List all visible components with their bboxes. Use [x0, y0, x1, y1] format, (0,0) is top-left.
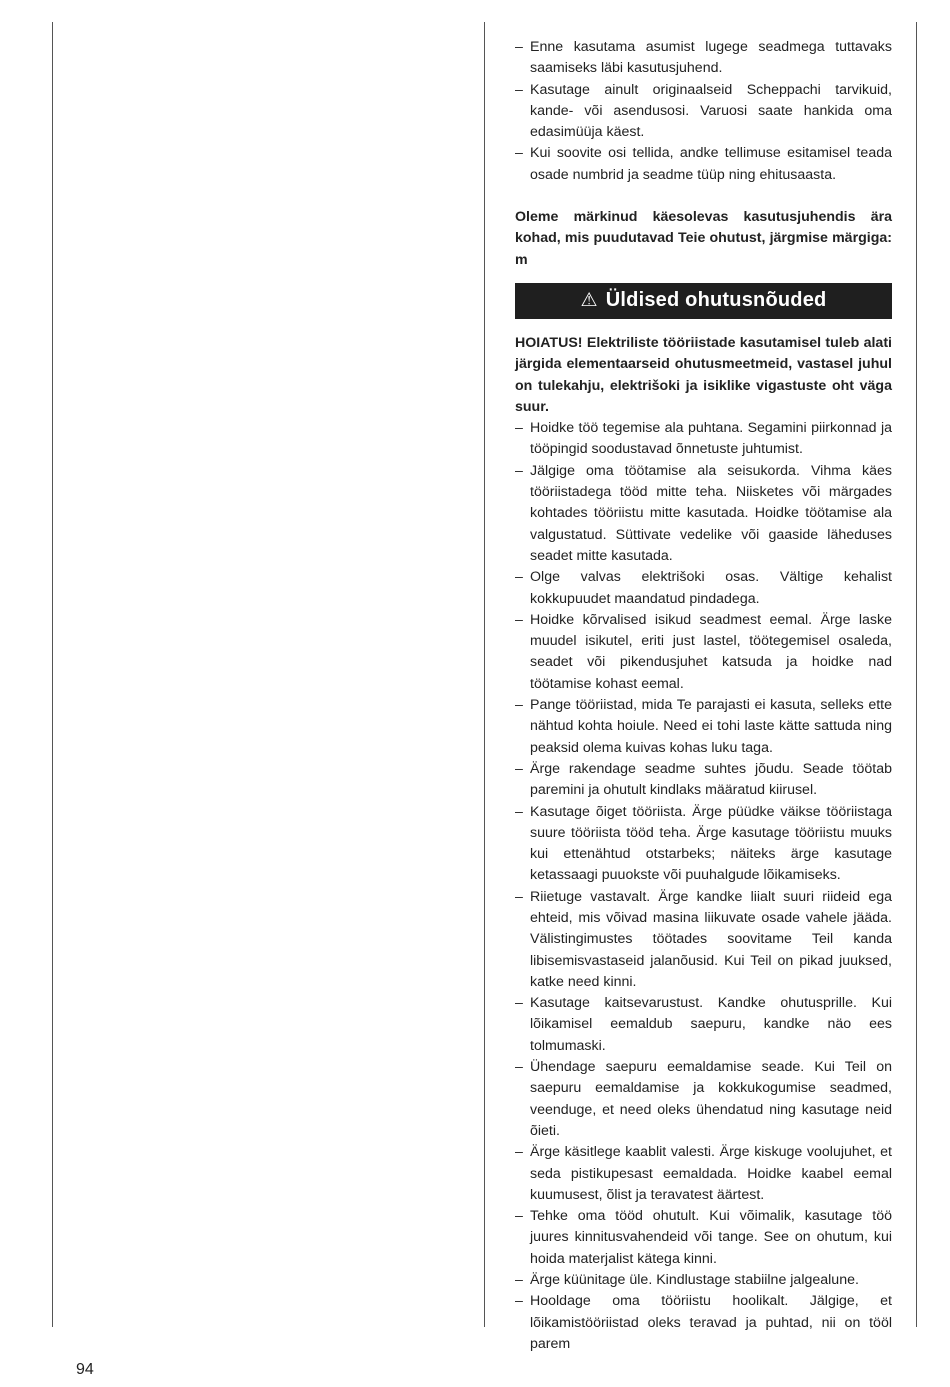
warning-triangle-icon: ⚠	[580, 290, 598, 312]
list-item: – Ärge käsitlege kaablit valesti. Ärge kiskuge voolujuhet, et seda pistikupesast eemaldada. Hoidke kaabel eemal kuumusest, õlist ja teravatest äärtest.	[515, 1142, 892, 1206]
list-item: – Hoidke töö tegemise ala puhtana. Segamini piirkonnad ja tööpingid soodustavad õnnetuste juhtumist.	[515, 418, 892, 461]
list-item: – Kasutage ainult originaalseid Scheppachi tarvikuid, kande- või asendusosi. Varuosi saate hankida oma edasimüüja käest.	[515, 80, 892, 144]
intro-bullet-list	[515, 37, 892, 186]
list-item: – Enne kasutama asumist lugege seadmega tuttavaks saamiseks läbi kasutusjuhend.	[515, 37, 892, 80]
safety-bullet-list	[515, 418, 892, 1355]
left-column-empty	[52, 22, 484, 1327]
section-heading-bar	[515, 283, 892, 319]
right-column	[515, 37, 892, 1355]
column-divider-rule	[484, 22, 485, 1327]
list-item: – Olge valvas elektrišoki osas. Vältige kehalist kokkupuudet maandatud pindadega.	[515, 567, 892, 610]
list-item: – Ärge küünitage üle. Kindlustage stabiilne jalgealune.	[515, 1270, 892, 1291]
list-item: – Hoidke kõrvalised isikud seadmest eemal. Ärge laske muudel isikutel, eriti just lastel, töötegemisel osaleda, seadet või pikendusjuhet katsuda ja hoidke nad töötamise kohast eemal.	[515, 610, 892, 695]
right-margin-rule	[916, 22, 917, 1327]
page-number: 94	[76, 1361, 94, 1378]
list-item: – Riietuge vastavalt. Ärge kandke liialt suuri riideid ega ehteid, mis võivad masina liikuvate osade vahele jääda. Välistingimustes töötades soovitame Teil kanda libisemisvastaseid jalanõusid. Kui Teil on pikad juuksed, katke need kinni.	[515, 887, 892, 993]
warning-paragraph: HOIATUS! Elektriliste tööriistade kasutamisel tuleb alati järgida elementaarseid ohutusmeetmeid, vastasel juhul on tulekahju, elektrišoki ja isiklike vigastuste oht väga suur.	[515, 334, 892, 415]
list-item: – Kasutage kaitsevarustust. Kandke ohutusprille. Kui lõikamisel eemaldub saepuru, kandke näo ees tolmumaski.	[515, 993, 892, 1057]
list-item: – Tehke oma tööd ohutult. Kui võimalik, kasutage töö juures kinnitusvahendeid või tange. See on ohutum, kui hoida materjalist kätega kinni.	[515, 1206, 892, 1270]
list-item: – Jälgige oma töötamise ala seisukorda. Vihma käes tööriistadega tööd mitte teha. Niisketes või märgades kohtades tööriistu mitte kasutada. Hoidke töötamise ala valgustatud. Süttivate vedelike või gaaside läheduses seadet mitte kasutada.	[515, 461, 892, 567]
safety-note: Oleme märkinud käesolevas kasutusjuhendis ära kohad, mis puudutavad Teie ohutust, järgmise märgiga: m	[515, 209, 892, 268]
section-title: Üldised ohutusnõuded	[605, 289, 827, 312]
list-item: – Pange tööriistad, mida Te parajasti ei kasuta, selleks ette nähtud kohta hoiule. Need ei tohi laste kätte sattuda ning peaksid olema kuivas kohas luku taga.	[515, 695, 892, 759]
list-item: – Ärge rakendage seadme suhtes jõudu. Seade töötab paremini ja ohutult kindlaks määratud kiirusel.	[515, 759, 892, 802]
list-item: – Hooldage oma tööriistu hoolikalt. Jälgige, et lõikamistööriistad oleks teravad ja puhtad, nii on tööl parem	[515, 1291, 892, 1355]
list-item: – Kui soovite osi tellida, andke tellimuse esitamisel teada osade numbrid ja seadme tüüp ning ehitusaasta.	[515, 143, 892, 186]
list-item: – Kasutage õiget tööriista. Ärge püüdke väikse tööriistaga suure tööriista tööd teha. Ärge kasutage tööriistu muuks kui ettenähtud otstarbeks; näiteks ärge kasutage ketassaagi puuokste või puuhalgude lõikamiseks.	[515, 802, 892, 887]
list-item: – Ühendage saepuru eemaldamise seade. Kui Teil on saepuru eemaldamise ja kokkukogumise seadmed, veenduge, et need oleks ühendatud ning kasutage neid õieti.	[515, 1057, 892, 1142]
